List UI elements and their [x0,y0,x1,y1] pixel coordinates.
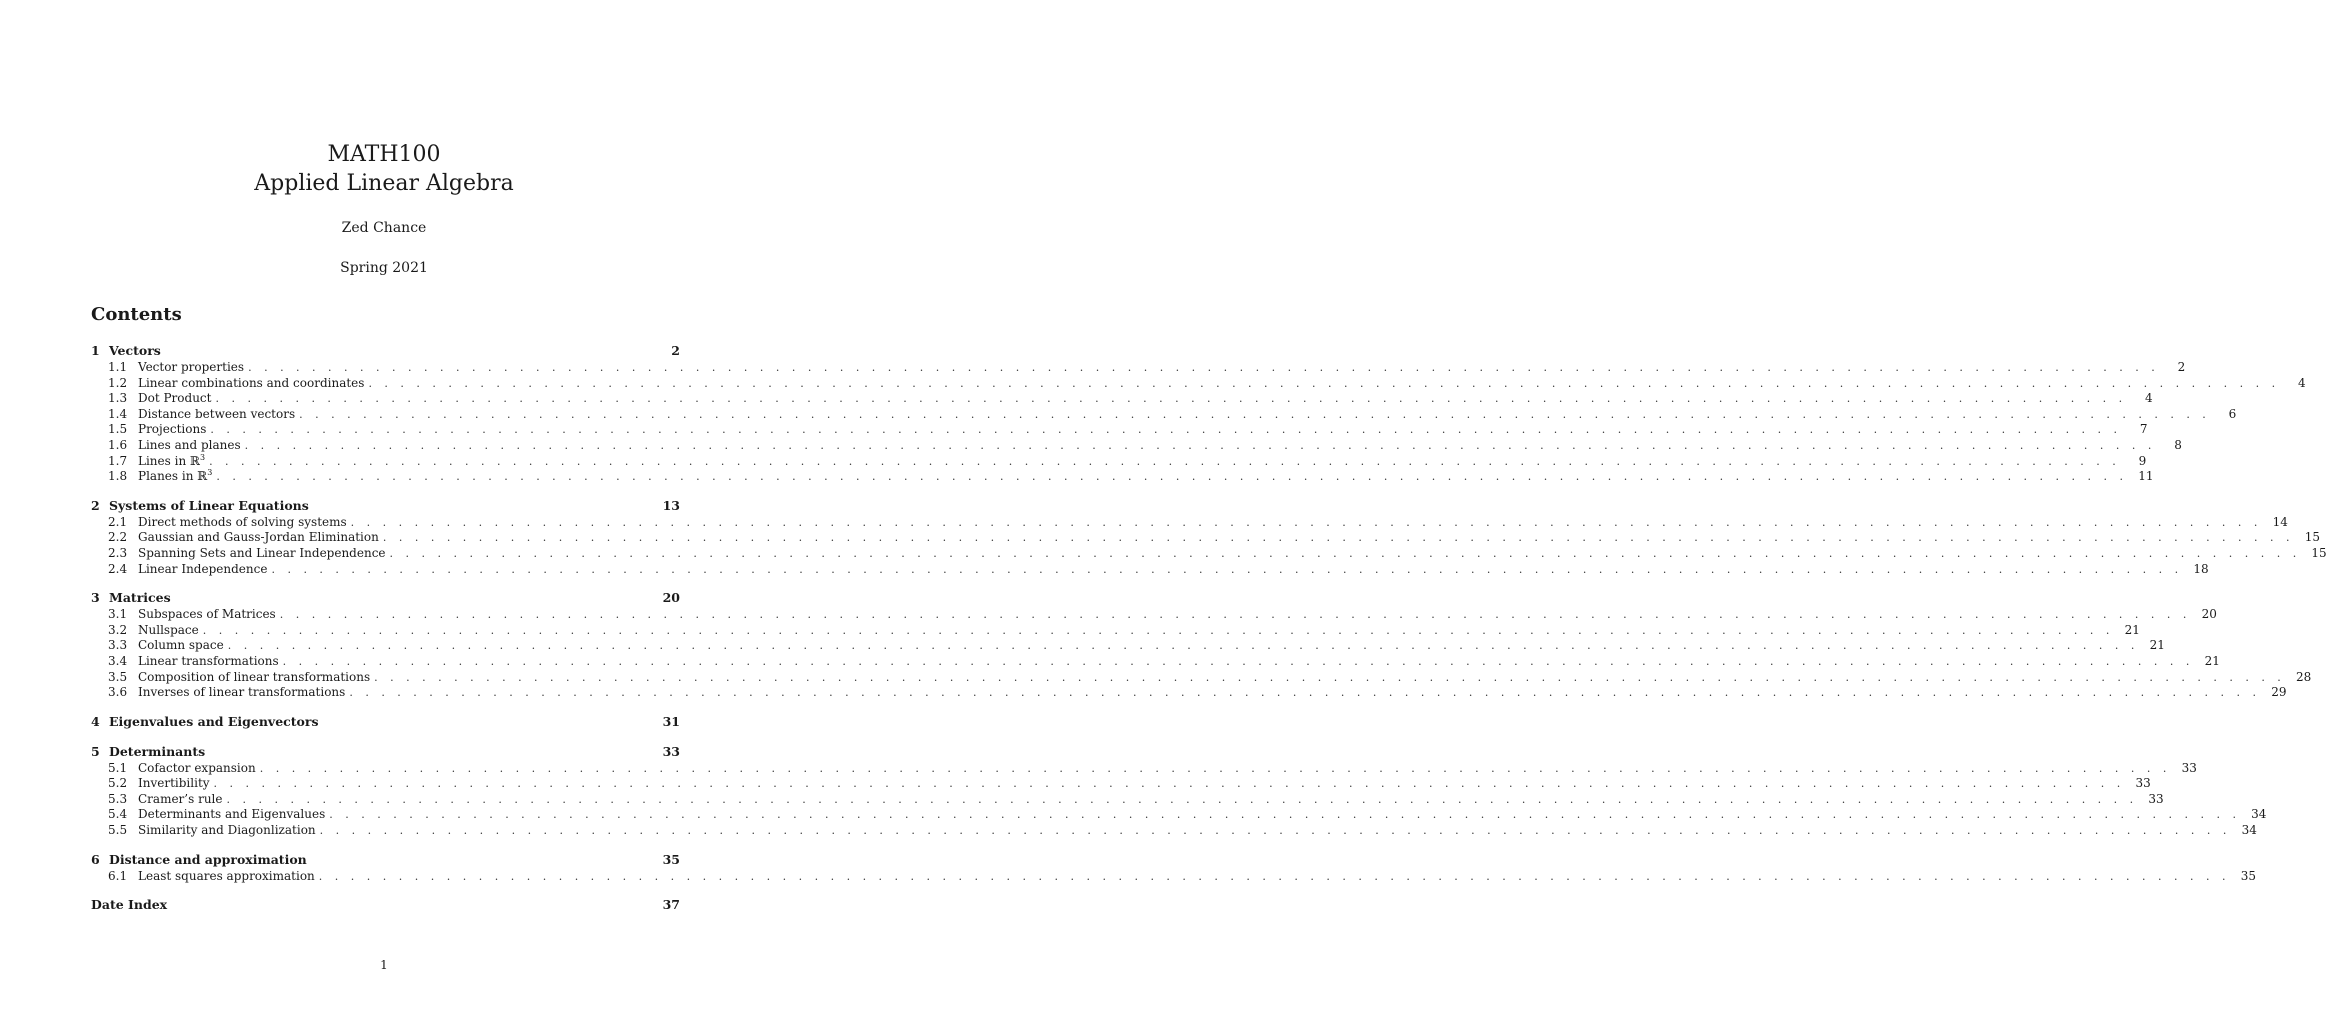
toc-section-entry[interactable] [91,807,2267,823]
section-title: Lines in ℝ [138,453,200,468]
toc-section-entry[interactable] [91,669,2312,686]
chapter-number: 5 [91,743,100,759]
section-number: 1.4 [108,406,128,421]
section-number: 5.1 [108,760,128,775]
toc-section-entry[interactable] [91,422,2148,438]
section-title: Lines and planes [138,437,241,452]
section-title-wrap [138,607,280,623]
section-number: 1.8 [108,469,128,484]
section-title-wrap [138,422,210,438]
chapter-page: 35 [662,851,680,867]
dot-leader: . . . . . . . . . . . . . . . . . . . . . . . . . . . . . . . . . . . . . . . . . . . . . . . . . . . . . . . . . . . . . . . . . . . . . . . . . . . . . . . . . . . . . . . . . . . . . . . . . . . . . . . . . . . . . . . . . . . . . . . . [374,670,2286,684]
section-number: 1.3 [108,391,128,406]
toc-section-entry[interactable] [91,530,2321,546]
section-number: 6.1 [108,868,128,883]
chapter-number: 1 [91,343,100,358]
section-number: 1.7 [108,453,128,468]
section-title-wrap [138,792,226,808]
section-page: 29 [2271,685,2287,700]
section-title: Cramer’s rule [138,791,223,806]
toc-chapter-group [91,896,680,914]
chapter-page: 20 [662,590,680,606]
section-title-wrap [138,638,228,654]
section-title-wrap [138,360,248,376]
section-title: Invertibility [138,776,210,791]
section-title: Linear Independence [138,561,268,576]
toc-section-entry[interactable] [91,452,2147,470]
dot-leader: . . . . . . . . . . . . . . . . . . . . . . . . . . . . . . . . . . . . . . . . . . . . . . . . . . . . . . . . . . . . . . . . . . . . . . . . . . . . . . . . . . . . . . . . . . . . . . . . . . . . . . . . . . . . . . . . . . . . . . . . [216,470,2128,484]
document-title: MATH100 [327,142,441,167]
contents-heading: Contents [91,304,182,325]
section-title-wrap [138,670,374,686]
section-title-superscript: 3 [207,468,213,478]
section-number: 1.5 [108,422,128,437]
section-title: Gaussian and Gauss-Jordan Elimination [138,530,379,545]
toc-section-entry[interactable] [91,760,2197,777]
chapter-title: Systems of Linear Equations [109,497,309,513]
toc-chapter-group [91,497,2327,577]
section-page: 28 [2296,669,2312,684]
toc-section-entry[interactable] [91,391,2153,407]
section-title: Nullspace [138,622,199,637]
section-title: Linear combinations and coordinates [138,375,365,390]
section-title-wrap [138,391,215,407]
document-author: Zed Chance [341,220,427,236]
section-page: 34 [2241,823,2257,838]
section-title-wrap [138,685,349,701]
section-title-wrap [138,823,320,839]
chapter-number: 6 [91,851,100,867]
dot-leader: . . . . . . . . . . . . . . . . . . . . . . . . . . . . . . . . . . . . . . . . . . . . . . . . . . . . . . . . . . . . . . . . . . . . . . . . . . . . . . . . . . . . . . . . . . . . . . . . . . . . . . . . . . . . . . . . . . . . . . . . [279,608,2191,622]
section-number: 3.2 [108,622,128,637]
section-number: 5.2 [108,776,128,791]
section-number: 1.6 [108,437,128,452]
section-page: 33 [2135,776,2151,791]
chapter-page: 37 [662,897,680,913]
section-number: 3.1 [108,607,128,622]
section-title-wrap [138,623,203,639]
toc-section-entry[interactable] [91,776,2151,792]
toc-chapter-entry[interactable] [91,342,680,360]
dot-leader: . . . . . . . . . . . . . . . . . . . . . . . . . . . . . . . . . . . . . . . . . . . . . . . . . . . . . . . . . . . . . . . . . . . . . . . . . . . . . . . . . . . . . . . . . . . . . . . . . . . . . . . . . . . . . . . . . . . . . . . . [271,562,2183,576]
section-title: Spanning Sets and Linear Independence [138,545,386,560]
section-page: 21 [2124,622,2140,637]
toc-section-entry[interactable] [91,823,2257,839]
toc-chapter-entry[interactable] [91,589,680,607]
dot-leader: . . . . . . . . . . . . . . . . . . . . . . . . . . . . . . . . . . . . . . . . . . . . . . . . . . . . . . . . . . . . . . . . . . . . . . . . . . . . . . . . . . . . . . . . . . . . . . . . . . . . . . . . . . . . . . . . . . . . . . . . [350,515,2262,529]
section-page: 34 [2251,807,2267,822]
toc-section-entry[interactable] [91,622,2140,639]
section-title: Determinants and Eigenvalues [138,807,326,822]
section-title-wrap [138,761,260,777]
toc-section-entry[interactable] [91,638,2165,654]
section-title: Linear transformations [138,653,279,668]
section-title-wrap [138,654,283,670]
section-title: Least squares approximation [138,868,315,883]
chapter-page: 31 [662,713,680,729]
dot-leader: . . . . . . . . . . . . . . . . . . . . . . . . . . . . . . . . . . . . . . . . . . . . . . . . . . . . . . . . . . . . . . . . . . . . . . . . . . . . . . . . . . . . . . . . . . . . . . . . . . . . . . . . . . . . . . . . . . . . . . . . [213,777,2125,791]
section-title-superscript: 3 [199,452,206,462]
toc-section-entry[interactable] [91,468,2154,485]
toc-chapter-entry[interactable] [91,497,680,515]
chapter-number: 4 [91,713,100,729]
section-title-wrap [138,454,209,470]
section-title-wrap [138,776,214,792]
section-page: 4 [2145,391,2153,406]
section-page: 18 [2193,561,2209,576]
dot-leader: . . . . . . . . . . . . . . . . . . . . . . . . . . . . . . . . . . . . . . . . . . . . . . . . . . . . . . . . . . . . . . . . . . . . . . . . . . . . . . . . . . . . . . . . . . . . . . . . . . . . . . . . . . . . . . . . . . . . . . . . [319,824,2231,838]
section-title: Vector properties [138,360,245,374]
toc-section-entry[interactable] [91,561,2209,578]
section-page: 7 [2139,422,2148,437]
section-page: 2 [2177,360,2186,374]
toc-section-entry[interactable] [91,653,2220,670]
dot-leader: . . . . . . . . . . . . . . . . . . . . . . . . . . . . . . . . . . . . . . . . . . . . . . . . . . . . . . . . . . . . . . . . . . . . . . . . . . . . . . . . . . . . . . . . . . . . . . . . . . . . . . . . . . . . . . . . . . . . . . . . [226,792,2138,806]
toc-chapter-group [91,743,2267,839]
section-page: 8 [2174,437,2182,452]
chapter-title: Distance and approximation [109,851,307,867]
section-title-wrap [138,469,216,485]
section-number: 1.1 [108,360,128,374]
section-title: Inverses of linear transformations [138,685,346,700]
dot-leader: . . . . . . . . . . . . . . . . . . . . . . . . . . . . . . . . . . . . . . . . . . . . . . . . . . . . . . . . . . . . . . . . . . . . . . . . . . . . . . . . . . . . . . . . . . . . . . . . . . . . . . . . . . . . . . . . . . . . . . . . [382,531,2295,545]
toc-section-entry[interactable] [91,360,2186,376]
dot-leader: . . . . . . . . . . . . . . . . . . . . . . . . . . . . . . . . . . . . . . . . . . . . . . . . . . . . . . . . . . . . . . . . . . . . . . . . . . . . . . . . . . . . . . . . . . . . . . . . . . . . . . . . . . . . . . . . . . . . . . . . [259,761,2171,775]
toc-section-entry[interactable] [91,514,2288,531]
dot-leader: . . . . . . . . . . . . . . . . . . . . . . . . . . . . . . . . . . . . . . . . . . . . . . . . . . . . . . . . . . . . . . . . . . . . . . . . . . . . . . . . . . . . . . . . . . . . . . . . . . . . . . . . . . . . . . . . . . . . . . . . [244,438,2156,452]
section-page: 20 [2201,607,2217,622]
dot-leader: . . . . . . . . . . . . . . . . . . . . . . . . . . . . . . . . . . . . . . . . . . . . . . . . . . . . . . . . . . . . . . . . . . . . . . . . . . . . . . . . . . . . . . . . . . . . . . . . . . . . . . . . . . . . . . . . . . . . . . . . [202,623,2114,637]
toc-chapter-group [91,713,680,731]
chapter-page: 13 [662,497,680,513]
toc-section-entry[interactable] [91,437,2182,454]
document-term: Spring 2021 [340,260,428,276]
section-page: 15 [2311,545,2327,560]
section-number: 5.4 [108,807,128,822]
section-title-wrap [138,438,245,454]
section-page: 33 [2181,760,2197,775]
section-title: Direct methods of solving systems [138,514,347,529]
section-title-wrap [138,530,383,546]
dot-leader: . . . . . . . . . . . . . . . . . . . . . . . . . . . . . . . . . . . . . . . . . . . . . . . . . . . . . . . . . . . . . . . . . . . . . . . . . . . . . . . . . . . . . . . . . . . . . . . . . . . . . . . . . . . . . . . . . . . . . . . . [329,808,2241,822]
toc-chapter-entry[interactable] [91,896,680,914]
section-page: 15 [2304,530,2321,545]
dot-leader: . . . . . . . . . . . . . . . . . . . . . . . . . . . . . . . . . . . . . . . . . . . . . . . . . . . . . . . . . . . . . . . . . . . . . . . . . . . . . . . . . . . . . . . . . . . . . . . . . . . . . . . . . . . . . . . . . . . . . . . . [299,407,2211,421]
section-page: 6 [2228,406,2237,421]
chapter-title: Vectors [109,343,161,358]
document-subtitle: Applied Linear Algebra [254,171,514,196]
section-title: Subspaces of Matrices [138,607,276,622]
section-number: 3.3 [108,638,128,653]
chapter-title: Matrices [109,590,171,606]
toc-chapter-group [91,342,2306,485]
chapter-title: Eigenvalues and Eigenvectors [109,713,319,729]
section-title-wrap [138,376,368,392]
section-page: 14 [2272,514,2288,529]
section-title-wrap [138,515,351,531]
dot-leader: . . . . . . . . . . . . . . . . . . . . . . . . . . . . . . . . . . . . . . . . . . . . . . . . . . . . . . . . . . . . . . . . . . . . . . . . . . . . . . . . . . . . . . . . . . . . . . . . . . . . . . . . . . . . . . . . . . . . . . . . [215,392,2127,406]
section-title: Dot Product [138,391,212,406]
section-title-wrap [138,407,299,423]
section-title-wrap [138,869,319,885]
chapter-page: 33 [662,743,680,759]
toc-section-entry[interactable] [91,791,2164,808]
dot-leader: . . . . . . . . . . . . . . . . . . . . . . . . . . . . . . . . . . . . . . . . . . . . . . . . . . . . . . . . . . . . . . . . . . . . . . . . . . . . . . . . . . . . . . . . . . . . . . . . . . . . . . . . . . . . . . . . . . . . . . . . [282,654,2194,668]
toc-chapter-entry[interactable] [91,851,680,869]
section-title: Column space [138,638,224,653]
chapter-number: 2 [91,497,100,513]
section-title: Projections [138,422,207,437]
section-title: Composition of linear transformations [138,669,371,684]
section-page: 11 [2138,469,2154,484]
section-page: 33 [2148,791,2164,806]
section-page: 4 [2297,375,2306,390]
section-number: 2.2 [108,530,128,545]
dot-leader: . . . . . . . . . . . . . . . . . . . . . . . . . . . . . . . . . . . . . . . . . . . . . . . . . . . . . . . . . . . . . . . . . . . . . . . . . . . . . . . . . . . . . . . . . . . . . . . . . . . . . . . . . . . . . . . . . . . . . . . . [389,546,2301,560]
section-page: 9 [2138,453,2147,468]
section-number: 2.1 [108,514,128,529]
section-title-wrap [138,807,329,823]
chapter-title: Determinants [109,743,206,759]
toc-chapter-entry[interactable] [91,743,680,761]
toc-section-entry[interactable] [91,375,2306,392]
section-title: Planes in ℝ [138,469,208,484]
section-title-wrap [138,562,271,578]
chapter-title: Date Index [91,897,168,913]
section-page: 21 [2204,653,2220,668]
toc-chapter-group [91,589,2312,701]
dot-leader: . . . . . . . . . . . . . . . . . . . . . . . . . . . . . . . . . . . . . . . . . . . . . . . . . . . . . . . . . . . . . . . . . . . . . . . . . . . . . . . . . . . . . . . . . . . . . . . . . . . . . . . . . . . . . . . . . . . . . . . . [318,869,2230,883]
dot-leader: . . . . . . . . . . . . . . . . . . . . . . . . . . . . . . . . . . . . . . . . . . . . . . . . . . . . . . . . . . . . . . . . . . . . . . . . . . . . . . . . . . . . . . . . . . . . . . . . . . . . . . . . . . . . . . . . . . . . . . . . [227,639,2139,653]
section-number: 1.2 [108,375,128,390]
toc-chapter-entry[interactable] [91,713,680,731]
section-title-wrap [138,546,390,562]
section-title: Similarity and Diagonlization [138,823,316,838]
toc-section-entry[interactable] [91,406,2237,423]
section-page: 35 [2240,868,2256,883]
section-number: 2.3 [108,545,128,560]
toc-section-entry[interactable] [91,607,2217,623]
section-title: Distance between vectors [138,406,296,421]
section-page: 21 [2149,638,2165,653]
section-number: 3.4 [108,653,128,668]
chapter-number: 3 [91,590,100,606]
toc-section-entry[interactable] [91,545,2327,562]
dot-leader: . . . . . . . . . . . . . . . . . . . . . . . . . . . . . . . . . . . . . . . . . . . . . . . . . . . . . . . . . . . . . . . . . . . . . . . . . . . . . . . . . . . . . . . . . . . . . . . . . . . . . . . . . . . . . . . . . . . . . . . . [248,361,2160,374]
section-number: 3.6 [108,685,128,700]
dot-leader: . . . . . . . . . . . . . . . . . . . . . . . . . . . . . . . . . . . . . . . . . . . . . . . . . . . . . . . . . . . . . . . . . . . . . . . . . . . . . . . . . . . . . . . . . . . . . . . . . . . . . . . . . . . . . . . . . . . . . . . . [349,686,2261,700]
page-number: 1 [380,958,388,972]
section-title: Cofactor expansion [138,760,256,775]
section-number: 5.5 [108,823,128,838]
toc-section-entry[interactable] [91,868,2256,885]
section-number: 2.4 [108,561,128,576]
section-number: 5.3 [108,791,128,806]
section-number: 3.5 [108,669,128,684]
chapter-page: 2 [671,343,680,358]
dot-leader: . . . . . . . . . . . . . . . . . . . . . . . . . . . . . . . . . . . . . . . . . . . . . . . . . . . . . . . . . . . . . . . . . . . . . . . . . . . . . . . . . . . . . . . . . . . . . . . . . . . . . . . . . . . . . . . . . . . . . . . . [209,454,2121,468]
table-of-contents [91,342,2327,926]
toc-chapter-group [91,851,2256,885]
dot-leader: . . . . . . . . . . . . . . . . . . . . . . . . . . . . . . . . . . . . . . . . . . . . . . . . . . . . . . . . . . . . . . . . . . . . . . . . . . . . . . . . . . . . . . . . . . . . . . . . . . . . . . . . . . . . . . . . . . . . . . . . [368,376,2280,390]
toc-section-entry[interactable] [91,685,2287,701]
dot-leader: . . . . . . . . . . . . . . . . . . . . . . . . . . . . . . . . . . . . . . . . . . . . . . . . . . . . . . . . . . . . . . . . . . . . . . . . . . . . . . . . . . . . . . . . . . . . . . . . . . . . . . . . . . . . . . . . . . . . . . . . [210,423,2122,437]
